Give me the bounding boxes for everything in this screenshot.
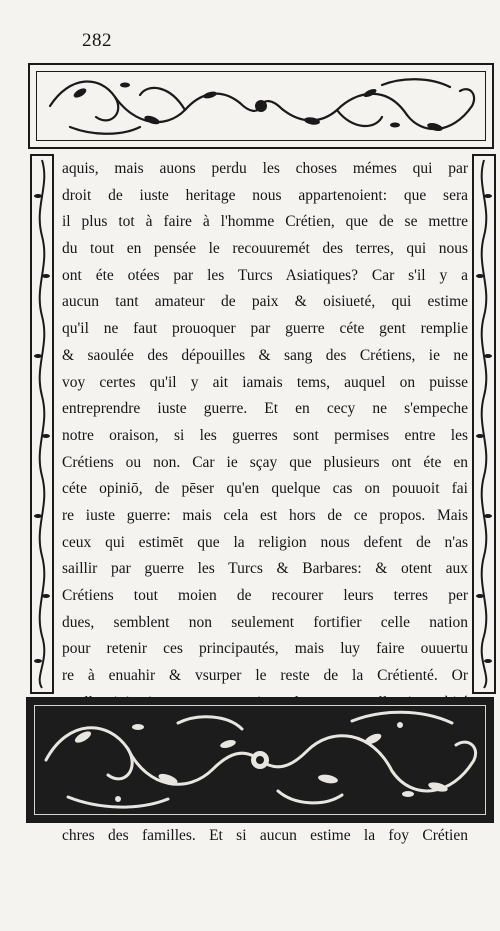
page-number: 282 [82, 30, 112, 51]
text-line: ont éte otées par les Turcs Asiatiques? Car s'il y a [62, 266, 468, 284]
text-line: dues, semblent non seulement fortifier celle nation [62, 613, 468, 631]
text-line: voy certes qu'il y ait iamais tems, auquel on puisse [62, 373, 468, 391]
footer-ornament [26, 697, 494, 823]
text-line: Crétiens ou non. Car ie sçay que plusieurs ont éte en [62, 453, 468, 471]
text-line: notre oraison, si les guerres sont permises entre les [62, 426, 468, 444]
text-line: ceux qui estimēt que la religion nous defent de n'as [62, 533, 468, 551]
text-line: il plus tot à faire à l'homme Crétien, que de se mettre [62, 213, 468, 231]
text-line: qu'il ne faut prouoquer par guerre céte gent remplie [62, 320, 468, 338]
text-line: Crétiens tout moien de recourer leurs terres per [62, 587, 468, 604]
text-line: & saoulée des dépouilles & sang des Crétiens, ie ne [62, 346, 468, 364]
text-line: chres des familles. Et si aucun estime la foy Crétien [62, 827, 468, 845]
text-line: du tout en pensée le recouuremét des terres, qui nous [62, 240, 468, 258]
header-ornament [28, 63, 494, 149]
text-line: re iuste guerre: mais cela est hors de ce propos. Mais [62, 506, 468, 524]
text-line: saillir par guerre les Turcs & Barbares: & otent aux [62, 560, 468, 578]
text-line: droit de iuste heritage nous appartenoient: que sera [62, 186, 468, 204]
text-line: céte opiniō, de pēser qu'en quelque cas on pouuoit fai [62, 480, 468, 498]
text-line: entreprendre iuste guerre. Et en cecy ne s'empeche [62, 400, 468, 418]
text-line: aucun tant amateur de paix & oisiueté, qui estime [62, 293, 468, 311]
right-border-ornament [472, 154, 496, 694]
left-border-ornament [30, 154, 54, 694]
text-line: aquis, mais auons perdu les choses mémes qui par [62, 160, 468, 177]
text-line: re à enuahir & vsurper le reste de la Crétienté. Or [62, 667, 468, 685]
text-line: pour retenir ces principautés, mais luy faire ouuertu [62, 640, 468, 658]
